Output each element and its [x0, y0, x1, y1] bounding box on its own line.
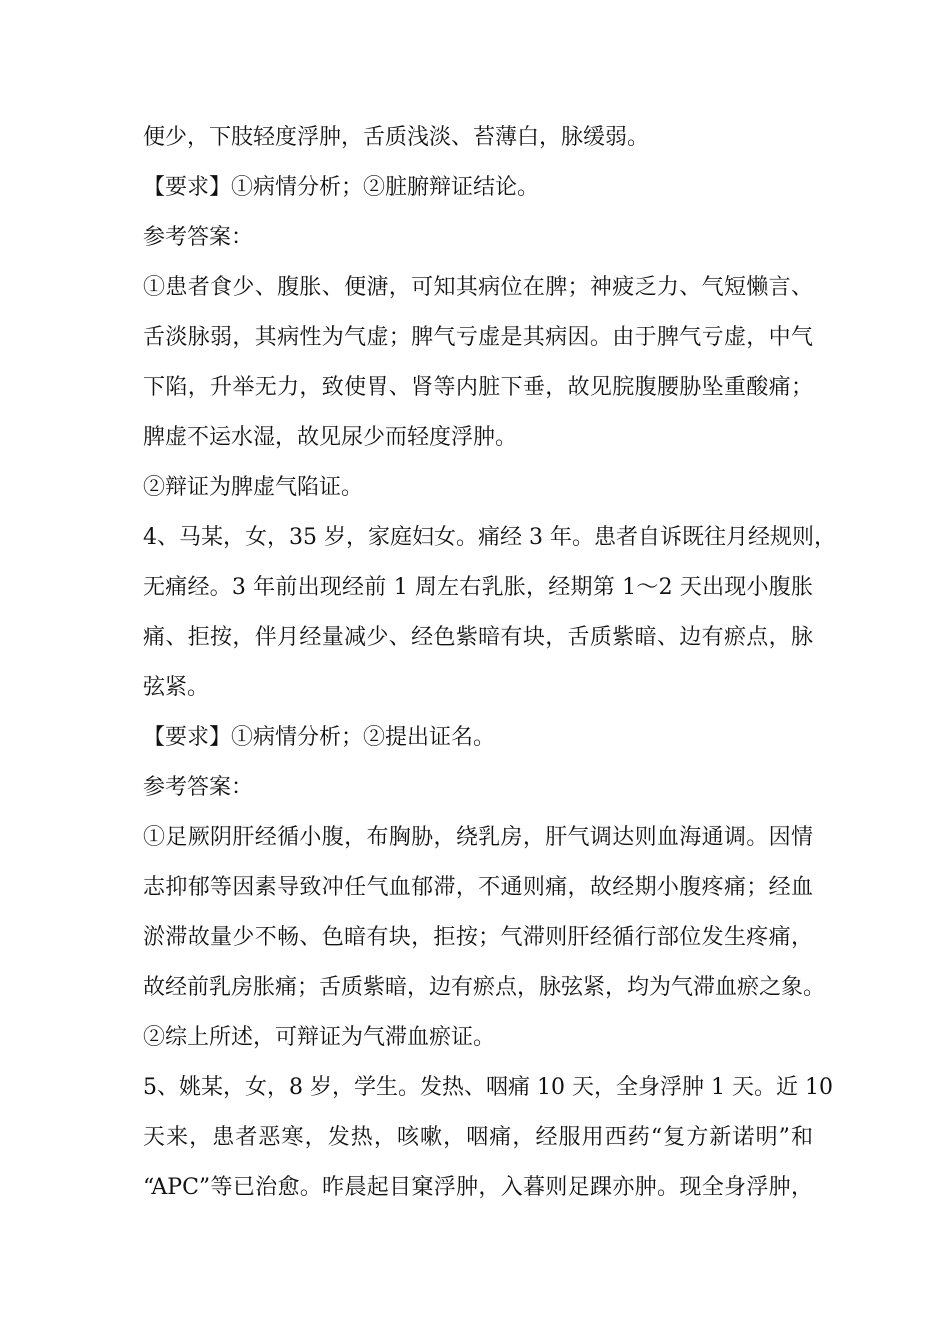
text-line: 弦紧。: [143, 675, 210, 700]
requirement-line: 【要求】①病情分析；②脏腑辩证结论。: [143, 175, 540, 200]
text-line: ①足厥阴肝经循小腹，布胸胁，绕乳房，肝气调达则血海通调。因情: [143, 825, 813, 850]
text-line: 痛、拒按，伴月经量减少、经色紫暗有块，舌质紫暗、边有瘀点，脉: [143, 625, 813, 650]
text-line: 淤滞故量少不畅、色暗有块，拒按；气滞则肝经循行部位发生疼痛，: [143, 925, 813, 950]
case-line: 4、马某，女，35 岁，家庭妇女。痛经 3 年。患者自诉既往月经规则，: [143, 525, 836, 550]
text-line: ②综上所述，可辩证为气滞血瘀证。: [143, 1025, 496, 1050]
document-body: [143, 113, 836, 1213]
text-line: 志抑郁等因素导致冲任气血郁滞，不通则痛，故经期小腹疼痛；经血: [143, 875, 813, 900]
text-line: 便少，下肢轻度浮肿，舌质浅淡、苔薄白，脉缓弱。: [143, 125, 650, 150]
text-line: 无痛经。3 年前出现经前 1 周左右乳胀，经期第 1～2 天出现小腹胀: [143, 575, 813, 600]
text-line: 舌淡脉弱，其病性为气虚；脾气亏虚是其病因。由于脾气亏虚，中气: [143, 325, 813, 350]
answer-heading: 参考答案：: [143, 225, 254, 250]
case-line: 5、姚某，女，8 岁，学生。发热、咽痛 10 天，全身浮肿 1 天。近 10: [143, 1075, 833, 1100]
answer-heading: 参考答案：: [143, 775, 254, 800]
text-line: 下陷，升举无力，致使胃、肾等内脏下垂，故见脘腹腰胁坠重酸痛；: [143, 375, 813, 400]
text-line: ①患者食少、腹胀、便溏，可知其病位在脾；神疲乏力、气短懒言、: [143, 275, 813, 300]
requirement-line: 【要求】①病情分析；②提出证名。: [143, 725, 496, 750]
text-line: 天来，患者恶寒，发热，咳嗽，咽痛，经服用西药“复方新诺明”和: [143, 1125, 813, 1150]
text-line: 脾虚不运水湿，故见尿少而轻度浮肿。: [143, 425, 518, 450]
text-line: ②辩证为脾虚气陷证。: [143, 475, 364, 500]
text-line: “APC”等已治愈。昨晨起目窠浮肿，入暮则足踝亦肿。现全身浮肿，: [143, 1175, 813, 1200]
text-line: 故经前乳房胀痛；舌质紫暗，边有瘀点，脉弦紧，均为气滞血瘀之象。: [143, 975, 826, 1000]
